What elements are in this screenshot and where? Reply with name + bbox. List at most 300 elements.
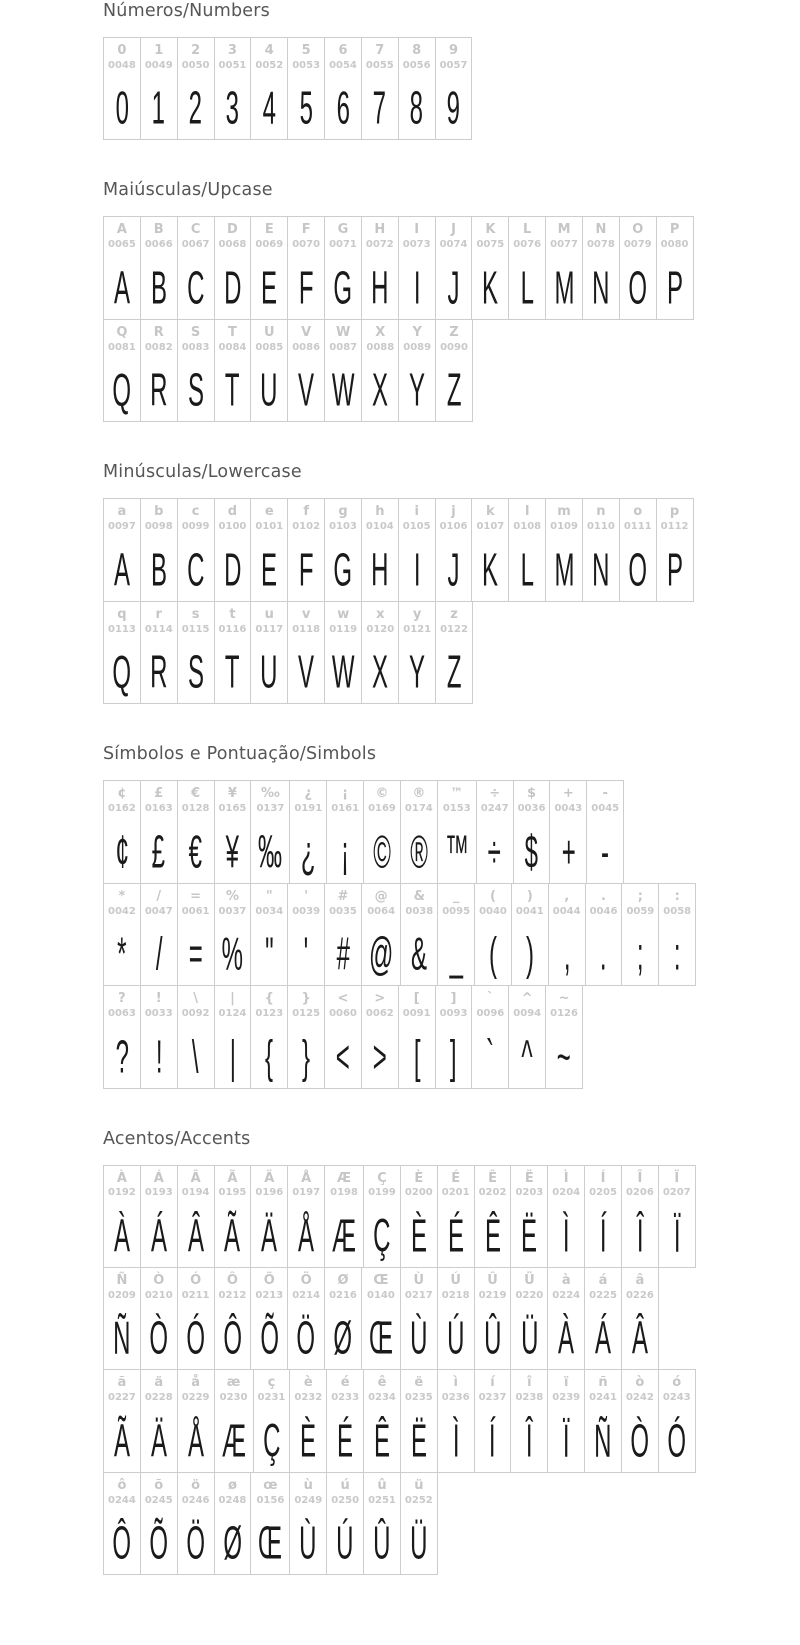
cell-char-label: m — [557, 504, 571, 520]
glyph-cell-0074 — [436, 217, 473, 318]
cell-unicode-code: 0058 — [663, 905, 692, 917]
glyph-cell-0220 — [511, 1268, 548, 1369]
glyph-row — [103, 498, 694, 601]
cell-char-label: X — [375, 324, 386, 340]
cell-char-label: / — [156, 888, 162, 904]
cell-glyph-zone — [556, 1303, 576, 1363]
cell-glyph-zone — [371, 73, 388, 133]
cell-glyph-zone — [185, 253, 207, 313]
cell-char-label: ® — [412, 786, 426, 802]
cell-glyph-zone — [150, 817, 167, 877]
cell-glyph-zone — [258, 1303, 281, 1363]
cell-glyph-zone — [264, 1022, 274, 1082]
cell-glyph: 7 — [373, 83, 387, 135]
cell-char-label: Ï — [674, 1170, 680, 1186]
cell-glyph-zone — [149, 253, 169, 313]
glyph-cell-0092 — [178, 986, 215, 1087]
cell-glyph: Ã — [113, 1416, 130, 1468]
cell-glyph: 9 — [446, 83, 461, 135]
cell-unicode-code: 0119 — [329, 623, 358, 635]
glyph-cell-0249 — [290, 1473, 327, 1574]
glyph-cell-0076 — [509, 217, 546, 318]
cell-glyph-zone — [445, 355, 463, 415]
cell-glyph-zone — [446, 535, 461, 595]
cell-unicode-code: 0083 — [181, 341, 210, 353]
cell-glyph: Ù — [299, 1518, 317, 1570]
cell-unicode-code: 0072 — [365, 239, 394, 251]
cell-unicode-code: 0113 — [108, 623, 136, 635]
glyph-cell-0245 — [141, 1473, 178, 1574]
cell-char-label: 5 — [301, 43, 311, 58]
glyph-cell-0213 — [251, 1268, 288, 1369]
cell-glyph: 1 — [152, 83, 166, 135]
cell-glyph-zone — [255, 1508, 285, 1568]
cell-glyph: B — [150, 545, 167, 597]
cell-glyph: 2 — [188, 83, 203, 135]
cell-char-label: f — [303, 504, 309, 520]
cell-glyph: Ï — [673, 1211, 681, 1263]
glyph-cell-0043 — [550, 781, 587, 882]
cell-unicode-code: 0110 — [586, 521, 615, 533]
cell-char-label: Œ — [373, 1272, 389, 1288]
cell-char-label: b — [154, 504, 164, 520]
glyph-cell-0117 — [251, 602, 288, 703]
cell-glyph: ‰ — [258, 827, 283, 879]
glyph-cell-0191 — [290, 781, 327, 882]
glyph-cell-0174 — [401, 781, 438, 882]
glyph-cell-0120 — [362, 602, 399, 703]
glyph-cell-0110 — [583, 499, 620, 600]
cell-glyph-zone — [369, 535, 391, 595]
cell-unicode-code: 0194 — [181, 1187, 210, 1199]
cell-glyph-zone — [186, 637, 206, 697]
cell-char-label: + — [562, 786, 574, 802]
cell-char-label: , — [564, 888, 570, 904]
cell-glyph: Å — [187, 1416, 204, 1468]
cell-glyph: . — [600, 929, 607, 981]
cell-unicode-code: 0169 — [368, 803, 396, 815]
cell-unicode-code: 0044 — [552, 905, 581, 917]
glyph-cell-0153 — [438, 781, 477, 882]
cell-unicode-code: 0081 — [108, 341, 136, 353]
cell-glyph: ( — [488, 929, 497, 981]
cell-unicode-code: 0109 — [550, 521, 578, 533]
cell-glyph: G — [333, 263, 353, 315]
cell-unicode-code: 0115 — [181, 623, 210, 635]
cell-char-label: c — [191, 504, 200, 520]
cell-unicode-code: 0226 — [625, 1289, 654, 1301]
cell-char-label: [ — [413, 991, 420, 1007]
cell-glyph-zone — [112, 535, 132, 595]
glyph-table-lowercase — [103, 498, 780, 704]
glyph-cell-0192 — [104, 1166, 141, 1267]
cell-unicode-code: 0213 — [255, 1289, 284, 1301]
glyph-cell-0224 — [548, 1268, 585, 1369]
cell-glyph: I — [413, 263, 421, 315]
glyph-cell-0246 — [178, 1473, 215, 1574]
cell-glyph: = — [188, 929, 203, 981]
cell-glyph-zone — [149, 535, 169, 595]
cell-unicode-code: 0196 — [255, 1187, 284, 1199]
cell-glyph-zone — [149, 1201, 169, 1261]
glyph-cell-0225 — [585, 1268, 622, 1369]
glyph-cell-0218 — [438, 1268, 475, 1369]
glyph-cell-0100 — [215, 499, 252, 600]
cell-glyph-zone — [590, 535, 612, 595]
section-numbers — [103, 1, 780, 140]
cell-char-label: Z — [449, 324, 459, 340]
glyph-cell-0061 — [178, 884, 215, 985]
cell-unicode-code: 0236 — [441, 1392, 470, 1404]
cell-unicode-code: 0073 — [402, 239, 431, 251]
glyph-cell-0078 — [583, 217, 620, 318]
cell-unicode-code: 0124 — [218, 1008, 247, 1019]
glyph-cell-0233 — [327, 1370, 364, 1471]
cell-unicode-code: 0235 — [404, 1392, 433, 1404]
cell-glyph: Û — [483, 1313, 502, 1365]
cell-char-label: R — [153, 324, 164, 340]
cell-glyph: C — [186, 545, 205, 597]
cell-char-label: ö — [191, 1477, 201, 1493]
cell-glyph: Æ — [221, 1416, 246, 1468]
cell-unicode-code: 0037 — [218, 905, 247, 917]
cell-glyph-zone — [452, 1406, 460, 1466]
glyph-cell-0049 — [141, 38, 178, 139]
cell-glyph-zone — [665, 1406, 688, 1466]
cell-unicode-code: 0238 — [515, 1392, 544, 1404]
cell-char-label: å — [191, 1375, 200, 1391]
cell-glyph-zone — [552, 253, 577, 313]
cell-unicode-code: 0198 — [330, 1187, 358, 1199]
cell-unicode-code: 0055 — [365, 59, 394, 71]
cell-unicode-code: 0047 — [144, 905, 173, 917]
cell-char-label: " — [265, 888, 273, 904]
cell-char-label: ¿ — [304, 786, 313, 802]
cell-unicode-code: 0162 — [108, 803, 136, 815]
cell-char-label: G — [337, 222, 349, 238]
cell-glyph-zone — [258, 637, 280, 697]
cell-glyph-zone — [184, 1508, 207, 1568]
cell-glyph-zone — [259, 1201, 279, 1261]
cell-glyph: 6 — [336, 83, 350, 135]
glyph-row — [103, 216, 694, 319]
cell-unicode-code: 0075 — [476, 239, 505, 251]
cell-glyph-zone — [562, 1201, 570, 1261]
cell-char-label: ø — [227, 1477, 237, 1493]
cell-char-label: ì — [453, 1375, 458, 1391]
cell-glyph: { — [265, 1031, 274, 1084]
glyph-cell-0198 — [325, 1166, 364, 1267]
cell-glyph-zone — [445, 637, 463, 697]
cell-glyph: Ï — [562, 1416, 570, 1468]
cell-char-label: \ — [193, 991, 198, 1007]
cell-glyph: E — [261, 263, 278, 315]
cell-unicode-code: 0126 — [550, 1008, 578, 1019]
cell-unicode-code: 0053 — [292, 59, 321, 71]
cell-glyph-zone — [222, 1201, 242, 1261]
glyph-cell-0041 — [512, 884, 549, 985]
cell-unicode-code: 0090 — [440, 341, 468, 353]
glyph-cell-0163 — [141, 781, 178, 882]
cell-glyph-zone — [224, 73, 241, 133]
cell-glyph-zone — [148, 637, 170, 697]
cell-glyph-zone — [186, 1406, 206, 1466]
cell-glyph-zone — [449, 1022, 457, 1082]
cell-unicode-code: 0054 — [329, 59, 357, 71]
glyph-cell-0212 — [215, 1268, 252, 1369]
cell-glyph: ¥ — [225, 827, 240, 879]
cell-unicode-code: 0140 — [366, 1289, 395, 1301]
cell-glyph: Ä — [261, 1211, 278, 1263]
cell-unicode-code: 0197 — [292, 1187, 321, 1199]
cell-glyph: P — [666, 545, 683, 597]
section-accents — [103, 1129, 780, 1576]
cell-unicode-code: 0125 — [292, 1008, 321, 1019]
cell-unicode-code: 0111 — [623, 521, 652, 533]
cell-unicode-code: 0246 — [181, 1494, 210, 1506]
cell-glyph: Î — [636, 1211, 644, 1263]
cell-char-label: Â — [190, 1170, 201, 1186]
cell-char-label: P — [669, 222, 680, 238]
cell-unicode-code: 0117 — [255, 623, 284, 635]
cell-glyph: > — [372, 1031, 387, 1084]
cell-glyph-zone — [442, 817, 472, 877]
cell-unicode-code: 0218 — [441, 1289, 470, 1301]
cell-unicode-code: 0089 — [403, 341, 432, 353]
cell-glyph-zone — [562, 1406, 570, 1466]
cell-glyph-zone — [155, 919, 163, 979]
glyph-cell-0059 — [622, 884, 659, 985]
cell-char-label: E — [264, 222, 274, 238]
cell-char-label: á — [598, 1272, 608, 1288]
glyph-sections — [103, 1, 780, 1575]
cell-char-label: Ë — [524, 1170, 534, 1186]
cell-glyph: Ã — [224, 1211, 241, 1263]
cell-glyph-zone — [593, 1303, 613, 1363]
cell-char-label: û — [377, 1477, 387, 1493]
glyph-cell-0243 — [659, 1370, 695, 1471]
glyph-cell-0109 — [546, 499, 583, 600]
glyph-cell-0055 — [362, 38, 399, 139]
cell-char-label: ï — [563, 1375, 569, 1391]
glyph-cell-0193 — [141, 1166, 178, 1267]
cell-unicode-code: 0230 — [219, 1392, 248, 1404]
cell-glyph: ¿ — [300, 827, 316, 879]
cell-glyph-zone — [297, 253, 315, 313]
cell-unicode-code: 0205 — [589, 1187, 617, 1199]
glyph-cell-0204 — [548, 1166, 585, 1267]
glyph-cell-0112 — [657, 499, 693, 600]
glyph-cell-0095 — [438, 884, 475, 985]
cell-char-label: 8 — [412, 43, 422, 58]
cell-char-label: a — [117, 504, 127, 520]
cell-glyph-zone — [665, 535, 685, 595]
glyph-cell-0237 — [475, 1370, 512, 1471]
cell-char-label: ™ — [450, 786, 464, 802]
cell-glyph: S — [187, 647, 204, 699]
cell-glyph: © — [373, 827, 391, 879]
cell-char-label: Õ — [263, 1272, 275, 1288]
cell-glyph: Û — [373, 1518, 391, 1570]
cell-glyph: / — [155, 929, 163, 981]
glyph-cell-0122 — [436, 602, 472, 703]
cell-glyph: Æ — [332, 1211, 357, 1263]
cell-char-label: } — [301, 991, 311, 1007]
cell-glyph: J — [447, 545, 460, 597]
cell-unicode-code: 0034 — [255, 905, 284, 917]
cell-glyph-zone — [223, 355, 241, 415]
cell-glyph: Ò — [149, 1313, 169, 1365]
cell-glyph: È — [300, 1416, 317, 1468]
glyph-cell-0121 — [399, 602, 436, 703]
cell-unicode-code: 0086 — [292, 341, 321, 353]
cell-glyph-zone — [366, 919, 396, 979]
cell-unicode-code: 0137 — [256, 803, 285, 815]
cell-unicode-code: 0203 — [515, 1187, 544, 1199]
cell-glyph-zone — [488, 1406, 496, 1466]
cell-char-label: £ — [154, 786, 164, 802]
cell-char-label: 9 — [448, 43, 459, 58]
cell-glyph-zone — [150, 73, 167, 133]
cell-char-label: ! — [155, 991, 162, 1007]
cell-glyph-zone — [340, 817, 350, 877]
cell-char-label: œ — [263, 1477, 278, 1493]
cell-glyph-zone — [112, 1406, 132, 1466]
cell-glyph-zone — [299, 817, 317, 877]
glyph-cell-0085 — [251, 320, 288, 421]
cell-glyph-zone — [303, 919, 309, 979]
cell-glyph: G — [333, 545, 353, 597]
cell-unicode-code: 0101 — [255, 521, 284, 533]
cell-glyph: Ë — [410, 1416, 427, 1468]
cell-glyph: ¢ — [115, 827, 129, 879]
glyph-cell-0047 — [141, 884, 178, 985]
cell-char-label: Æ — [337, 1170, 352, 1186]
cell-unicode-code: 0250 — [331, 1494, 360, 1506]
glyph-cell-0104 — [362, 499, 399, 600]
cell-glyph-zone — [114, 73, 131, 133]
glyph-cell-0037 — [215, 884, 252, 985]
glyph-cell-0250 — [327, 1473, 364, 1574]
glyph-cell-0054 — [325, 38, 362, 139]
cell-glyph-zone — [148, 355, 170, 415]
cell-unicode-code: 0107 — [476, 521, 505, 533]
cell-glyph-zone — [409, 1201, 429, 1261]
cell-unicode-code: 0085 — [255, 341, 284, 353]
cell-char-label: ä — [154, 1375, 164, 1391]
cell-char-label: W — [336, 324, 351, 340]
cell-char-label: 4 — [264, 43, 274, 58]
cell-glyph-zone — [155, 1022, 163, 1082]
cell-glyph-zone — [445, 73, 462, 133]
cell-glyph-zone — [371, 817, 393, 877]
cell-glyph-zone — [114, 817, 131, 877]
cell-glyph-zone — [369, 253, 391, 313]
glyph-cell-0081 — [104, 320, 141, 421]
cell-glyph-zone — [221, 1303, 244, 1363]
glyph-cell-0200 — [401, 1166, 438, 1267]
cell-char-label: Ç — [377, 1170, 387, 1186]
glyph-cell-0106 — [436, 499, 473, 600]
cell-glyph-zone — [372, 1406, 392, 1466]
cell-char-label: F — [301, 222, 311, 238]
cell-glyph: | — [229, 1031, 236, 1084]
cell-glyph: Î — [526, 1416, 533, 1468]
cell-glyph: F — [298, 263, 314, 315]
cell-unicode-code: 0064 — [367, 905, 396, 917]
cell-glyph-zone — [630, 1303, 650, 1363]
cell-glyph: < — [335, 1031, 350, 1084]
cell-glyph: V — [298, 647, 315, 699]
cell-unicode-code: 0241 — [589, 1392, 617, 1404]
cell-glyph-zone — [599, 1201, 607, 1261]
cell-glyph-zone — [259, 253, 279, 313]
glyph-cell-0123 — [251, 986, 288, 1087]
cell-glyph-zone — [331, 535, 354, 595]
cell-unicode-code: 0099 — [181, 521, 210, 533]
cell-char-label: ò — [635, 1375, 645, 1391]
cell-glyph: P — [666, 263, 683, 315]
cell-unicode-code: 0065 — [108, 239, 136, 251]
cell-unicode-code: 0062 — [365, 1008, 394, 1019]
cell-glyph-zone — [525, 919, 535, 979]
cell-glyph-zone — [301, 1022, 311, 1082]
cell-unicode-code: 0163 — [144, 803, 173, 815]
cell-unicode-code: 0077 — [550, 239, 578, 251]
glyph-cell-0050 — [178, 38, 215, 139]
cell-glyph: 8 — [409, 83, 424, 135]
glyph-cell-0206 — [622, 1166, 659, 1267]
section-title-numbers: Números/Numbers — [103, 1, 270, 21]
cell-glyph-zone — [560, 817, 578, 877]
cell-char-label: # — [337, 888, 349, 904]
glyph-cell-0205 — [585, 1166, 622, 1267]
glyph-cell-0214 — [288, 1268, 325, 1369]
cell-unicode-code: 0069 — [255, 239, 284, 251]
cell-unicode-code: 0048 — [108, 59, 136, 71]
cell-glyph: O — [628, 545, 648, 597]
cell-char-label: 2 — [191, 43, 201, 58]
cell-unicode-code: 0251 — [368, 1494, 396, 1506]
cell-char-label: h — [375, 504, 385, 520]
cell-glyph-zone — [413, 253, 421, 313]
cell-glyph-zone — [673, 919, 681, 979]
cell-glyph: X — [372, 365, 389, 417]
cell-unicode-code: 0071 — [329, 239, 357, 251]
cell-glyph-zone — [296, 637, 316, 697]
cell-glyph: ÷ — [488, 827, 502, 879]
cell-glyph: ! — [155, 1031, 163, 1084]
cell-unicode-code: 0220 — [515, 1289, 544, 1301]
cell-glyph: Ô — [112, 1518, 132, 1570]
cell-char-label: î — [527, 1375, 532, 1391]
glyph-cell-0226 — [622, 1268, 658, 1369]
glyph-cell-0090 — [436, 320, 472, 421]
cell-glyph: ^ — [521, 1031, 533, 1084]
cell-char-label: = — [190, 888, 202, 904]
cell-unicode-code: 0084 — [218, 341, 247, 353]
cell-glyph-zone — [112, 253, 132, 313]
glyph-row — [103, 1369, 696, 1472]
glyph-cell-0169 — [364, 781, 401, 882]
cell-glyph: Y — [409, 647, 426, 699]
cell-glyph-zone — [331, 1303, 354, 1363]
cell-glyph: Õ — [149, 1518, 169, 1570]
cell-glyph: K — [482, 263, 499, 315]
glyph-cell-0035 — [325, 884, 362, 985]
cell-unicode-code: 0227 — [108, 1392, 136, 1404]
cell-char-label: Ø — [337, 1272, 349, 1288]
